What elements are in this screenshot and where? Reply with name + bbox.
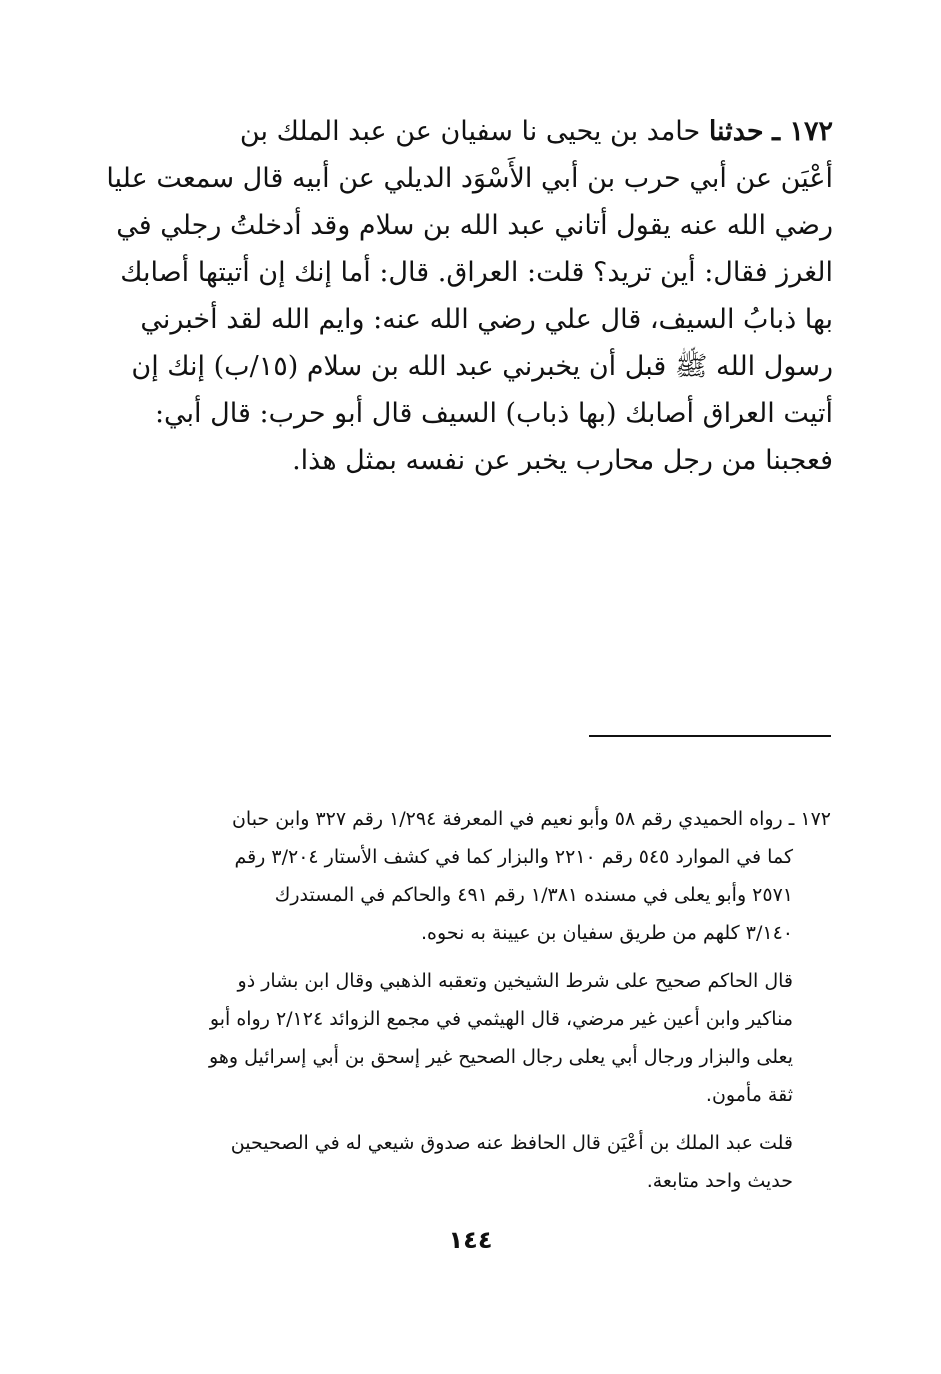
hadith-line-4: الغرز فقال: أين تريد؟ قلت: العراق. قال: أما إنك إن أتيتها أصابك xyxy=(120,257,833,288)
footnote-line: ٢٥٧١ وأبو يعلى في مسنده ١/٣٨١ رقم ٤٩١ والحاكم في المستدرك xyxy=(274,884,793,906)
hadith-text xyxy=(106,108,833,484)
footnotes xyxy=(151,800,831,1210)
footnote-separator xyxy=(589,735,831,737)
hadith-line-6: رسول الله ﷺ قبل أن يخبرني عبد الله بن سلام (١٥/ب) إنك إن xyxy=(131,351,833,382)
footnote-line: حديث واحد متابعة. xyxy=(646,1170,793,1192)
page-number: ١٤٤ xyxy=(448,1226,493,1254)
opening-word: حدثنا xyxy=(708,116,764,147)
hadith-line-3: رضي الله عنه يقول أتاني عبد الله بن سلام وقد أدخلتُ رجلي في xyxy=(116,210,833,241)
footnote-paragraph-1 xyxy=(151,800,831,952)
footnote-line: قلت عبد الملك بن أعْيَن قال الحافظ عنه صدوق شيعي له في الصحيحين xyxy=(230,1132,793,1154)
footnote-line: قال الحاكم صحيح على شرط الشيخين وتعقبه الذهبي وقال ابن بشار ذو xyxy=(237,970,793,992)
hadith-line-5: بها ذبابُ السيف، قال علي رضي الله عنه: وايم الله لقد أخبرني xyxy=(140,304,833,335)
footnote-paragraph-3 xyxy=(151,1124,831,1200)
footnote-line: ٣/١٤٠ كلهم من طريق سفيان بن عيينة به نحوه. xyxy=(421,922,793,944)
hadith-line-7: أتيت العراق أصابك (بها ذباب) السيف قال أبو حرب: قال أبي: xyxy=(154,398,833,429)
footnote-line: مناكير وابن أعين غير مرضي، قال الهيثمي في مجمع الزوائد ٢/١٢٤ رواه أبو xyxy=(209,1008,793,1030)
footnote-line: ثقة مأمون. xyxy=(705,1084,793,1106)
footnote-paragraph-2 xyxy=(151,962,831,1114)
hadith-line-8: فعجبنا من رجل محارب يخبر عن نفسه بمثل هذا. xyxy=(292,445,833,476)
footnote-line: يعلى والبزار ورجال أبي يعلى رجال الصحيح غير إسحق بن أبي إسرائيل وهو xyxy=(209,1046,793,1068)
footnote-line: كما في الموارد ٥٤٥ رقم ٢٢١٠ والبزار كما في كشف الأستار ٣/٢٠٤ رقم xyxy=(234,846,793,868)
hadith-line-text: حامد بن يحيى نا سفيان عن عبد الملك بن xyxy=(239,116,701,147)
hadith-line-2: أعْيَن عن أبي حرب بن أبي الأَسْوَد الديلي عن أبيه قال سمعت عليا xyxy=(106,163,833,194)
hadith-number: ١٧٢ ـ xyxy=(772,116,833,147)
hadith-line-1 xyxy=(153,108,833,155)
footnote-line: ١٧٢ ـ رواه الحميدي رقم ٥٨ وأبو نعيم في المعرفة ١/٢٩٤ رقم ٣٢٧ وابن حبان xyxy=(231,808,831,830)
